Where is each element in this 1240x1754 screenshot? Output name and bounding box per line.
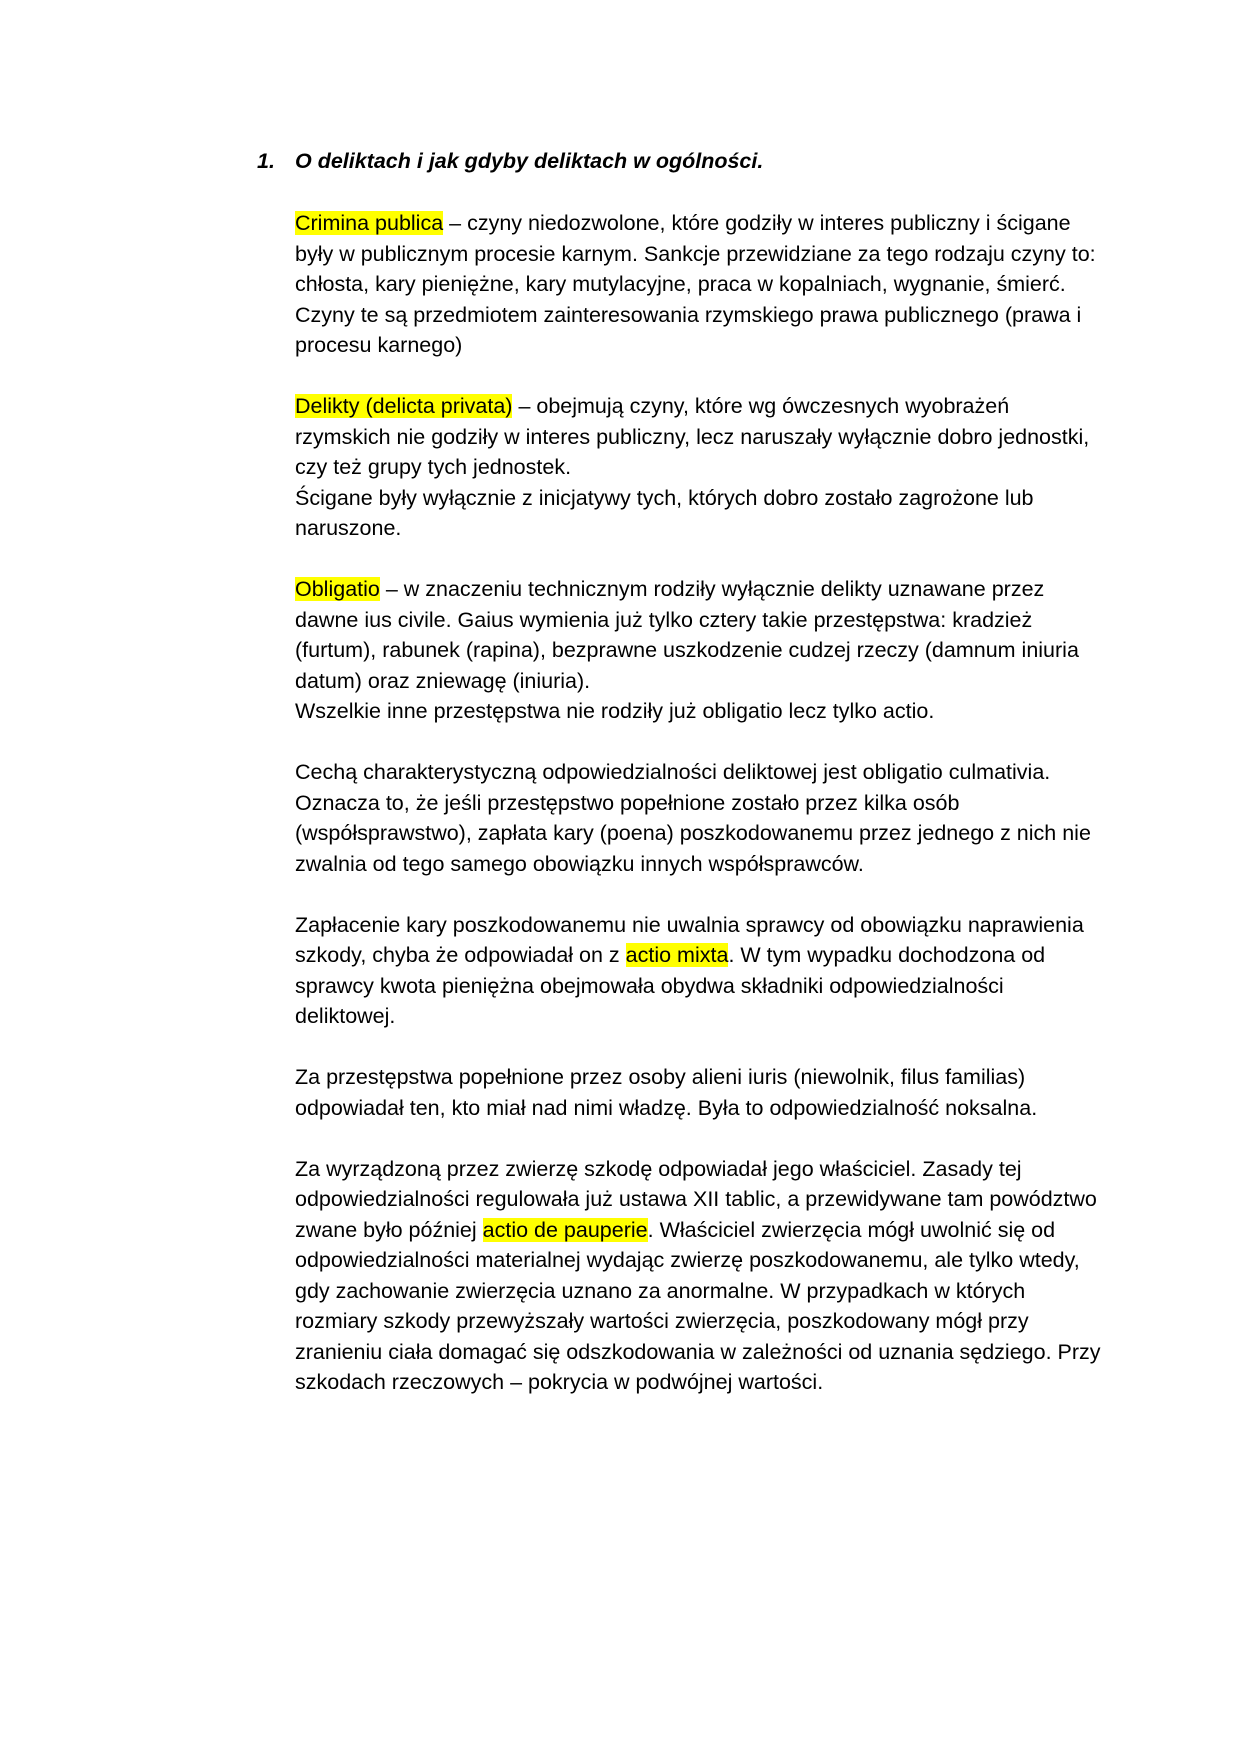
highlighted-term: actio mixta [625,943,729,967]
document-body [295,208,1105,1428]
highlighted-term: Crimina publica [295,211,444,235]
paragraph-text: . W tym wypadku dochodzona od sprawcy kwota pieniężna obejmowała obydwa składniki odpowiedzialności deliktowej. [295,943,1046,1028]
section-heading [257,146,763,176]
paragraph-zwierze [295,1154,1105,1398]
paragraph-text: . Właściciel zwierzęcia mógł uwolnić się od odpowiedzialności materialnej wydając zwierzę poszkodowanemu, ale tylko wtedy, gdy zachowanie zwierzęcia uznano za anormalne. W przypadkach w których rozmiary szkody przewyższały wartości zwierzęcia, poszkodowany mógł przy zranieniu ciała domagać się odszkodowania w zależności od uznania sędziego. Przy szkodach rzeczowych – pokrycia w podwójnej wartości. [295,1217,1101,1394]
highlighted-term: Delikty (delicta privata) [295,394,513,418]
paragraph-delikty [295,391,1105,544]
paragraph-zaplacenie [295,910,1105,1032]
highlighted-term: actio de pauperie [482,1217,648,1242]
paragraph-alieni-iuris [295,1062,1105,1123]
paragraph-text: Czyny te są przedmiotem zainteresowania rzymskiego prawa publicznego (prawa i procesu karnego) [295,302,1082,357]
heading-number: 1. [257,149,275,173]
paragraph-text: – czyny niedozwolone, które godziły w interes publiczny i ścigane były w publicznym procesie karnym. Sankcje przewidziane za tego rodzaju czyny to: chłosta, kary pieniężne, kary mutylacyjne, praca w kopalniach, wygnanie, śmierć. [295,211,1096,296]
paragraph-text: Cechą charakterystyczną odpowiedzialności deliktowej jest obligatio culmativia. Oznacza to, że jeśli przestępstwo popełnione zostało przez kilka osób (współsprawstwo), zapłata kary (poena) poszkodowanemu przez jednego z nich nie zwalnia od tego samego obowiązku innych współsprawców. [295,760,1091,876]
highlighted-term: Obligatio [295,577,380,601]
paragraph-text: Ścigane były wyłącznie z inicjatywy tych, których dobro zostało zagrożone lub naruszone. [295,485,1034,540]
heading-title: O deliktach i jak gdyby deliktach w ogólności. [295,149,764,173]
paragraph-text: Wszelkie inne przestępstwa nie rodziły już obligatio lecz tylko actio. [295,699,935,723]
paragraph-crimina-publica [295,208,1105,361]
paragraph-text: Za wyrządzoną przez zwierzę szkodę odpowiadał jego właściciel. Zasady tej odpowiedzialności regulowała już ustawa XII tablic, a przewidywane tam powództwo zwane było później [295,1156,1097,1242]
paragraph-text: Za przestępstwa popełnione przez osoby alieni iuris (niewolnik, filus familias) odpowiadał ten, kto miał nad nimi władzę. Była to odpowiedzialność noksalna. [295,1065,1038,1120]
paragraph-text: – obejmują czyny, które wg ówczesnych wyobrażeń rzymskich nie godziły w interes publiczny, lecz naruszały wyłącznie dobro jednostki, czy też grupy tych jednostek. [295,394,1090,479]
paragraph-text: Zapłacenie kary poszkodowanemu nie uwalnia sprawcy od obowiązku naprawienia szkody, chyba że odpowiadał on z [295,912,1084,967]
paragraph-obligatio [295,574,1105,727]
paragraph-text: – w znaczeniu technicznym rodziły wyłącznie delikty uznawane przez dawne ius civile. Gaius wymienia już tylko cztery takie przestępstwa: kradzież (furtum), rabunek (rapina), bezprawne uszkodzenie cudzej rzeczy (damnum iniuria datum) oraz zniewagę (iniuria). [295,577,1079,693]
paragraph-cecha [295,757,1105,879]
